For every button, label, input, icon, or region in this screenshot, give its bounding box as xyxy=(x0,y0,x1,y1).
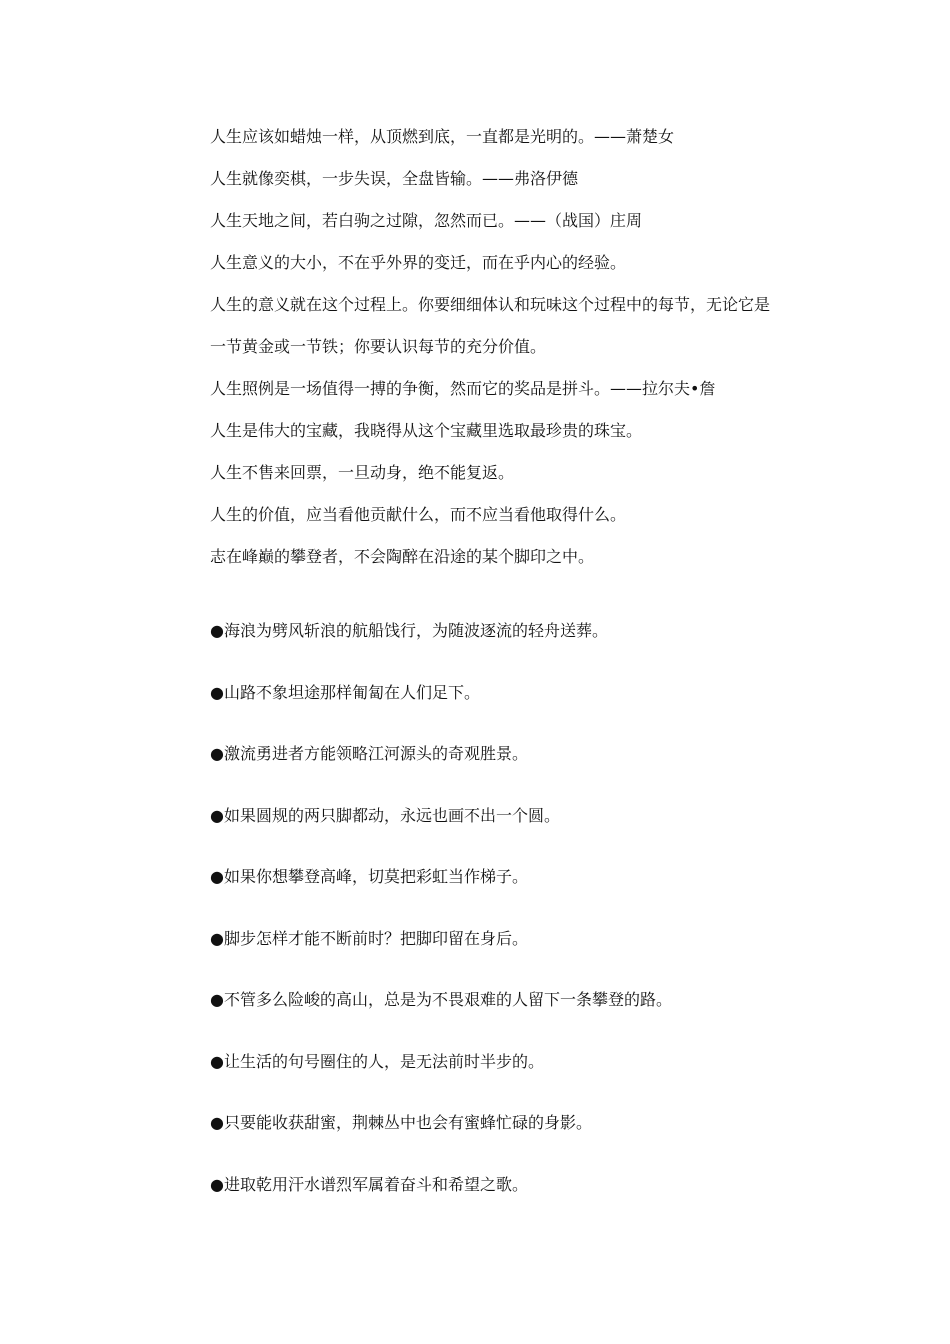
bullet-list xyxy=(210,618,810,1233)
bullet-item: ●脚步怎样才能不断前时？把脚印留在身后。 xyxy=(210,928,528,948)
bullet-item: ●如果你想攀登高峰，切莫把彩虹当作梯子。 xyxy=(210,867,528,886)
quote-line: 人生意义的大小，不在乎外界的变迁，而在乎内心的经验。 xyxy=(210,253,627,272)
quote-line: 人生的价值，应当看他贡献什么，而不应当看他取得什么。 xyxy=(210,505,627,524)
quote-line: 人生就像奕棋，一步失误，全盘皆输。——弗洛伊德 xyxy=(210,169,579,188)
quote-line: 人生照例是一场值得一搏的争衡，然而它的奖品是拼斗。——拉尔夫•詹 xyxy=(210,379,716,398)
bullet-item: ●山路不象坦途那样匍匐在人们足下。 xyxy=(210,682,480,702)
bullet-item: ●激流勇进者方能领略江河源头的奇观胜景。 xyxy=(210,744,528,763)
bullet-item: ●让生活的句号圈住的人，是无法前时半步的。 xyxy=(210,1051,544,1071)
bullet-item: ●海浪为劈风斩浪的航船饯行，为随波逐流的轻舟送葬。 xyxy=(210,621,608,640)
bullet-item: ●如果圆规的两只脚都动，永远也画不出一个圆。 xyxy=(210,805,560,825)
quote-line: 人生是伟大的宝藏，我晓得从这个宝藏里选取最珍贵的珠宝。 xyxy=(210,421,643,440)
bullet-item: ●进取乾用汗水谱烈军属着奋斗和希望之歌。 xyxy=(210,1174,528,1194)
quote-line: 志在峰巅的攀登者，不会陶醉在沿途的某个脚印之中。 xyxy=(210,547,595,566)
quote-line: 人生天地之间，若白驹之过隙，忽然而已。——（战国）庄周 xyxy=(210,211,643,230)
bullet-item: ●只要能收获甜蜜，荆棘丛中也会有蜜蜂忙碌的身影。 xyxy=(210,1113,592,1132)
quote-line: 人生应该如蜡烛一样，从顶燃到底，一直都是光明的。——萧楚女 xyxy=(210,127,675,146)
quote-list xyxy=(210,124,810,586)
quote-line: 人生的意义就在这个过程上。你要细细体认和玩味这个过程中的每节，无论它是 xyxy=(210,295,771,314)
bullet-item: ●不管多么险峻的高山，总是为不畏艰难的人留下一条攀登的路。 xyxy=(210,990,672,1009)
quote-line-continuation: 一节黄金或一节铁；你要认识每节的充分价值。 xyxy=(210,337,547,356)
quote-line: 人生不售来回票，一旦动身，绝不能复返。 xyxy=(210,463,515,482)
